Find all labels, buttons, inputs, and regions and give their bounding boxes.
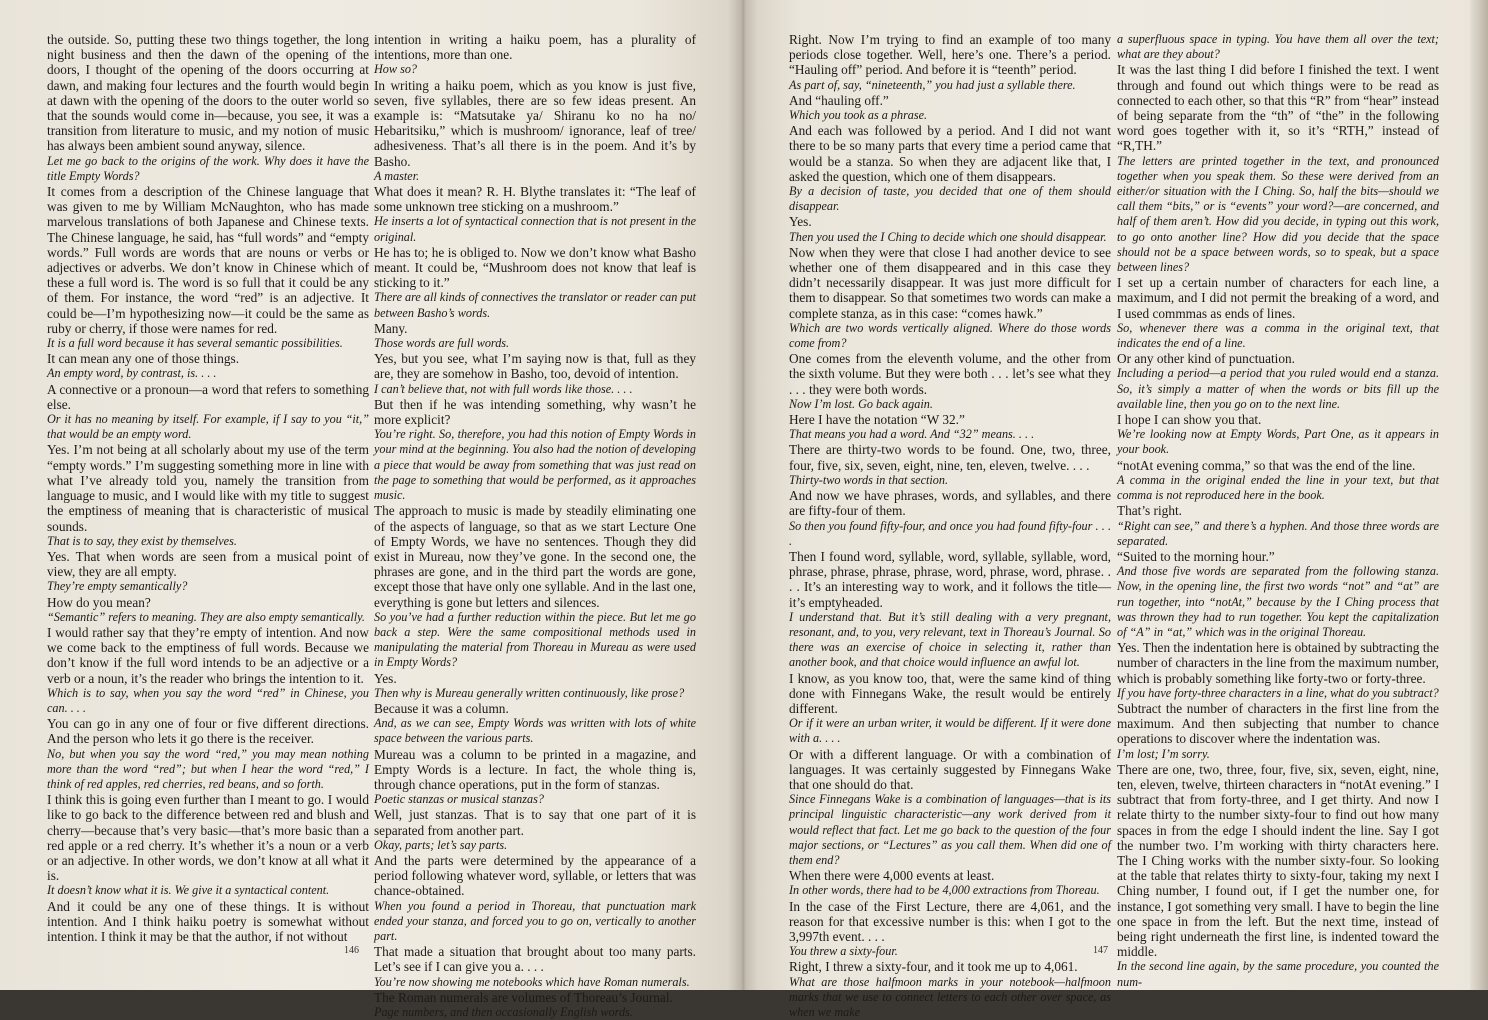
question-paragraph: Okay, parts; let’s say parts. <box>374 837 508 852</box>
question-paragraph: So, whenever there was a comma in the original text, that indicates the end of a line. <box>1117 320 1439 351</box>
question-paragraph: In other words, there had to be 4,000 extractions from Thoreau. <box>789 883 1100 898</box>
column-4 <box>1117 32 1439 990</box>
question-paragraph: You’re now showing me notebooks which have Roman numerals. <box>374 974 690 989</box>
answer-paragraph: And it could be any one of these things. It is without intention. And I think haiku poetry is somewhat without intention. I think it may be that the author, if not without <box>47 898 369 944</box>
question-paragraph: I’m lost; I’m sorry. <box>1117 746 1210 761</box>
question-paragraph: So you’ve had a further reduction within the piece. But let me go back a step. Were the same compositional methods used in manipulating the material from Thoreau in Mureau as were used in Empty Words? <box>374 609 696 670</box>
question-paragraph: No, but when you say the word “red,” you may mean nothing more than the word “red”; but when I hear the word “red,” I think of red apples, red cherries, red beans, and so forth. <box>47 746 369 791</box>
question-paragraph: A comma in the original ended the line in your text, but that comma is not reproduced here in the book. <box>1117 472 1439 503</box>
question-paragraph: The letters are printed together in the text, and pronounced together when you speak them. So these were derived from an either/or situation with the I Ching. So, half the bits—should we call them “bits,” or is “events” your word?—are concerned, and half of them aren’t. How did you decide, in typing out this work, to go onto another line? How did you decide that the space should not be a space between words, so to speak, but a space between lines? <box>1117 153 1439 275</box>
answer-paragraph: There are thirty-two words to be found. One, two, three, four, five, six, seven, eight, nine, ten, eleven, twelve. . . . <box>789 442 1111 473</box>
answer-paragraph: Or with a different language. Or with a combination of languages. It was certainly suggested by Finnegans Wake that one should do that. <box>789 746 1111 792</box>
question-paragraph: “Semantic” refers to meaning. They are also empty semantically. <box>47 609 365 624</box>
answer-paragraph: “Suited to the morning hour.” <box>1117 548 1275 564</box>
question-paragraph: Or it has no meaning by itself. For example, if I say to you “it,” that would be an empty word. <box>47 412 369 442</box>
question-paragraph: I understand that. But it’s still dealing with a very pregnant, resonant, and, to you, very relevant, text in Thoreau’s Journal. So there was an exercise of choice in selecting it, rather than another book, and that choice would influence an awful lot. <box>789 609 1111 670</box>
question-paragraph: When you found a period in Thoreau, that punctuation mark ended your stanza, and forced you to go on, vertically to another part. <box>374 898 696 943</box>
question-paragraph: “Right can see,” and there’s a hyphen. And those three words are separated. <box>1117 518 1439 548</box>
answer-paragraph: What does it mean? R. H. Blythe translates it: “The leaf of some unknown tree sticking on a mushroom.” <box>374 184 696 215</box>
question-paragraph: As part of, say, “nineteenth,” you had just a syllable there. <box>789 77 1076 92</box>
question-paragraph: Which is to say, when you say the word “red” in Chinese, you can. . . . <box>47 685 369 715</box>
question-paragraph: a superfluous space in typing. You have them all over the text; what are they about? <box>1117 32 1439 62</box>
answer-paragraph: You can go in any one of four or five different directions. And the person who lets it go there is the receiver. <box>47 716 369 747</box>
question-paragraph: What are those halfmoon marks in your notebook—halfmoon marks that we use to connect letters to each other over space, as when we make <box>789 974 1111 1019</box>
question-paragraph: Which are two words vertically aligned. Where do those words come from? <box>789 320 1111 351</box>
question-paragraph: Thirty-two words in that section. <box>789 472 949 487</box>
question-paragraph: Then why is Mureau generally written continuously, like prose? <box>374 685 685 700</box>
answer-paragraph: Because it was a column. <box>374 700 509 716</box>
answer-paragraph: And now we have phrases, words, and syllables, and there are fifty-four of them. <box>789 488 1111 519</box>
answer-paragraph: The approach to music is made by steadily eliminating one of the aspects of language, so that as we start Lecture One of Empty Words, we have no sentences. Though they did exist in Mureau, now they’ve gone. In the second one, the phrases are gone, and in the third part the words are gone, except those that have only one syllable. And in the last one, everything is gone but letters and silences. <box>374 503 696 610</box>
answer-paragraph: It can mean any one of those things. <box>47 351 240 367</box>
answer-paragraph: I would rather say that they’re empty of intention. And now we come back to the emptiness of full words. Because we don’t know if the full word intends to be an adjective or a verb or a noun, it’s the reader who brings the intention to it. <box>47 624 369 686</box>
question-paragraph: Page numbers, and then occasionally English words. <box>374 1005 633 1019</box>
answer-paragraph: intention in writing a haiku poem, has a plurality of intentions, more than one. <box>374 32 696 63</box>
answer-paragraph: Or any other kind of punctuation. <box>1117 351 1295 367</box>
page-edge <box>1470 0 1488 990</box>
answer-paragraph: Here I have the notation “W 32.” <box>789 412 965 428</box>
question-paragraph: We’re looking now at Empty Words, Part One, as it appears in your book. <box>1117 427 1439 457</box>
answer-paragraph: And the parts were determined by the appearance of a period following whatever word, syllable, or letters that was chance-obtained. <box>374 852 696 899</box>
answer-paragraph: Many. <box>374 320 408 336</box>
answer-paragraph: Now when they were that close I had another device to see whether one of them disappeared and in this case they didn’t necessarily disappear. It was just more difficult for them to disappear. So that sometimes two words can make a complete stanza, as in this case: “comes hawk.” <box>789 244 1111 321</box>
answer-paragraph: Yes. <box>374 670 397 686</box>
answer-paragraph: The Roman numerals are volumes of Thoreau’s Journal. <box>374 989 673 1005</box>
answer-paragraph: “notAt evening comma,” so that was the end of the line. <box>1117 457 1416 473</box>
answer-paragraph: There are one, two, three, four, five, six, seven, eight, nine, ten, eleven, twelve, thirteen characters in “notAt evening.” I subtract that from forty-three, and I get thirty. And now I relate thirty to the number sixty-four to find out how many spaces in from the edge I should indent the line. Say I got the number two. I’m working with thirty characters here. The I Ching works with the number sixty-four. So looking at the table that relates thirty to sixty-four, taking my next I Ching number, I found out, if I get the number one, for instance, I got something very small. I have to begin the line one space in from the left. But the next time, instead of being right underneath the first line, is indented toward the middle. <box>1117 761 1439 960</box>
page-number-left: 146 <box>344 945 359 956</box>
question-paragraph: Poetic stanzas or musical stanzas? <box>374 792 544 807</box>
question-paragraph: That means you had a word. And “32” means. . . . <box>789 427 1035 442</box>
question-paragraph: Since Finnegans Wake is a combination of languages—that is its principal linguistic characteristic—any work derived from it would reflect that fact. Let me go back to the question of the four major sections, or “Lectures” as you call them. When did one of them end? <box>789 792 1111 867</box>
question-paragraph: By a decision of taste, you decided that one of them should disappear. <box>789 184 1111 214</box>
question-paragraph: Now I’m lost. Go back again. <box>789 396 933 411</box>
question-paragraph: They’re empty semantically? <box>47 579 188 594</box>
answer-paragraph: the outside. So, putting these two things together, the long night business and then the dawn of the opening of the doors, I thought of the opening of the doors occurring at dawn, and making four lectures and the fourth would begin at dawn with the opening of the doors to the outer world so that the sounds would come in—because, you see, it was a transition from literature to music, and my notion of music has always been ambient sound anyway, silence. <box>47 32 369 154</box>
answer-paragraph: I hope I can show you that. <box>1117 412 1262 428</box>
question-paragraph: If you have forty-three characters in a line, what do you subtract? <box>1117 685 1439 700</box>
answer-paragraph: How do you mean? <box>47 594 151 610</box>
answer-paragraph: And each was followed by a period. And I did not want there to be so many parts that every time a period came that would be a stanza. So when they are adjacent like that, I asked the question, which one of them disappears. <box>789 123 1111 184</box>
answer-paragraph: Yes. <box>789 214 812 230</box>
question-paragraph: That is to say, they exist by themselves. <box>47 533 237 548</box>
column-1 <box>47 32 369 944</box>
answer-paragraph: But then if he was intending something, why wasn’t he more explicit? <box>374 396 696 428</box>
answer-paragraph: It was the last thing I did before I finished the text. I went through and found out which things were to be read as connected to each other, so that this “R” from “hear” instead of being separate from the “th” of “the” in the following word goes together with it, so it’s “RTH,” instead of “R,TH.” <box>1117 62 1439 154</box>
answer-paragraph: Yes, but you see, what I’m saying now is that, full as they are, they are somehow in Basho, too, devoid of intention. <box>374 351 696 382</box>
answer-paragraph: One comes from the eleventh volume, and the other from the sixth volume. But they were both . . . let’s see what they . . . they were both words. <box>789 351 1111 397</box>
question-paragraph: So then you found fifty-four, and once you had found fifty-four . . . . <box>789 518 1111 548</box>
answer-paragraph: A connective or a pronoun—a word that refers to something else. <box>47 381 369 412</box>
page-number-right: 147 <box>1093 945 1108 956</box>
left-page <box>0 0 742 1019</box>
question-paragraph: And those five words are separated from the following stanza. Now, in the opening line, the first two words “not” and “at” are run together, into “notAt,” because by the I Ching process that was thrown they had to run together. You kept the capitalization of “A” in “at,” which was in the original Thoreau. <box>1117 564 1439 639</box>
answer-paragraph: Yes. I’m not being at all scholarly about my use of the term “empty words.” I’m suggesting something more in line with what I’ve already told you, namely the transition from language to music, and I would like with my title to suggest the emptiness of meaning that is characteristic of musical sounds. <box>47 442 369 534</box>
answer-paragraph: Yes. Then the indentation here is obtained by subtracting the number of characters in the line from the maximum number, which is probably something like forty-two or forty-three. <box>1117 640 1439 686</box>
question-paragraph: Those words are full words. <box>374 336 510 351</box>
answer-paragraph: I know, as you know too, that, were the same kind of thing done with Finnegans Wake, the result would be entirely different. <box>789 670 1111 716</box>
answer-paragraph: It comes from a description of the Chinese language that was given to me by William McNaughton, who has made marvelous translations of both Japanese and Chinese texts. The Chinese language, he said, has “full words” and “empty words.” Full words are words that are nouns or verbs or adjectives or adverbs. We don’t know in Chinese which of these a full word is. The word is so full that it could be any of them. For instance, the word “red” is an adjective. It could be—I’m hypothesizing now—it could be the same as ruby or cherry, if those were names for red. <box>47 184 369 336</box>
book-gutter <box>728 0 758 990</box>
answer-paragraph: Yes. That when words are seen from a musical point of view, they are all empty. <box>47 548 369 580</box>
question-paragraph: Including a period—a period that you ruled would end a stanza. So, it’s simply a matter of when the words or bits fill up the available line, then you go on to the next line. <box>1117 366 1439 411</box>
answer-paragraph: That made a situation that brought about too many parts. Let’s see if I can give you a. . . . <box>374 944 696 975</box>
answer-paragraph: He has to; he is obliged to. Now we don’t know what Basho meant. It could be, “Mushroom does not know that leaf is sticking to it.” <box>374 244 696 291</box>
answer-paragraph: I think this is going even further than I meant to go. I would like to go back to the difference between red and blush and cherry—because that’s very basic—that’s more basic than a red apple or a red cherry. It’s whether it’s a noun or a verb or an adjective. In other words, we don’t know at all what it is. <box>47 792 369 884</box>
question-paragraph: You’re right. So, therefore, you had this notion of Empty Words in your mind at the beginning. You also had the notion of developing a piece that would be away from something that was just read on the page to something that would be performed, as it approaches music. <box>374 427 696 503</box>
question-paragraph: Then you used the I Ching to decide which one should disappear. <box>789 229 1107 244</box>
answer-paragraph: When there were 4,000 events at least. <box>789 868 995 884</box>
question-paragraph: And, as we can see, Empty Words was written with lots of white space between the various parts. <box>374 716 696 746</box>
answer-paragraph: Right, I threw a sixty-four, and it took me up to 4,061. <box>789 959 1078 975</box>
answer-paragraph: In writing a haiku poem, which as you know is just five, seven, five syllables, there are so few ideas present. An example is: “Matsutake ya/ Shiranu ko no ha no/ Hebaritsiku,” which is mushroom/ ignorance, leaf of tree/ adhesiveness. That’s all there is in the poem. And it’s by Basho. <box>374 77 696 169</box>
question-paragraph: In the second line again, by the same procedure, you counted the num- <box>1117 959 1439 989</box>
answer-paragraph: And “hauling off.” <box>789 92 889 108</box>
question-paragraph: Or if it were an urban writer, it would be different. If it were done with a. . . . <box>789 716 1111 746</box>
column-2 <box>374 32 696 1020</box>
answer-paragraph: Mureau was a column to be printed in a magazine, and Empty Words is a lecture. In fact, the whole thing is, through chance operations, put in the form of stanzas. <box>374 746 696 792</box>
question-paragraph: How so? <box>374 62 418 77</box>
question-paragraph: You threw a sixty-four. <box>789 944 898 959</box>
question-paragraph: A master. <box>374 168 420 183</box>
answer-paragraph: Well, just stanzas. That is to say that one part of it is separated from another part. <box>374 807 696 838</box>
answer-paragraph: Right. Now I’m trying to find an example of too many periods close together. Well, here’s one. There’s a period. “Hauling off” period. And before it is “teenth” period. <box>789 32 1111 78</box>
question-paragraph: There are all kinds of connectives the translator or reader can put between Basho’s words. <box>374 290 696 320</box>
question-paragraph: An empty word, by contrast, is. . . . <box>47 366 217 381</box>
answer-paragraph: I set up a certain number of characters for each line, a maximum, and I did not permit the breaking of a word, and I used commmas as ends of lines. <box>1117 275 1439 321</box>
question-paragraph: I can’t believe that, not with full words like those. . . . <box>374 381 633 396</box>
answer-paragraph: That’s right. <box>1117 503 1182 519</box>
answer-paragraph: In the case of the First Lecture, there are 4,061, and the reason for that excessive number is this: when I got to the 3,997th event. . . . <box>789 898 1111 944</box>
question-paragraph: Let me go back to the origins of the work. Why does it have the title Empty Words? <box>47 153 369 183</box>
answer-paragraph: Then I found word, syllable, word, syllable, syllable, word, phrase, phrase, phrase, phrase, word, phrase, word, phrase. . . . It’s an interesting way to work, and it follows the title—it’s emptyheaded. <box>789 548 1111 610</box>
question-paragraph: It is a full word because it has several semantic possibilities. <box>47 336 343 351</box>
column-3 <box>789 32 1111 1020</box>
question-paragraph: It doesn’t know what it is. We give it a syntactical content. <box>47 883 330 898</box>
question-paragraph: He inserts a lot of syntactical connection that is not present in the original. <box>374 214 696 244</box>
question-paragraph: Which you took as a phrase. <box>789 108 928 123</box>
answer-paragraph: Subtract the number of characters in the first line from the maximum. And then subjecting that number to chance operations to discover where the indentation was. <box>1117 700 1439 747</box>
